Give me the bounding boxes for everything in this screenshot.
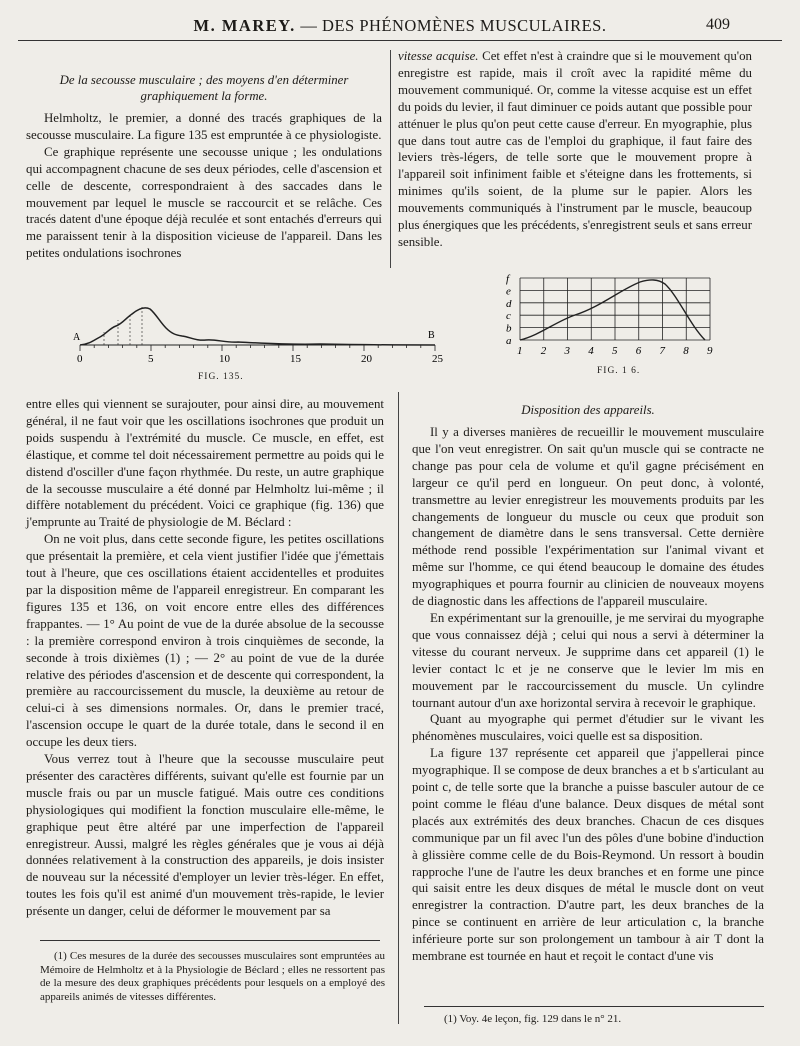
fig136-x-label: 8 [683,345,689,357]
fig135-curve [80,308,435,345]
footnote-right-text: (1) Voy. 4e leçon, fig. 129 dans le n° 21. [444,1013,622,1025]
running-title [0,16,800,36]
paragraph: Quant au myographe qui permet d'étudier sur le vivant les phénomènes musculaires, voici quelle est sa disposition. [412,712,764,744]
section-heading-appareils: Disposition des appareils. [521,403,655,417]
paragraph-text: Cet effet n'est à craindre que si le mouvement qu'on enregistre est rapide, mais il croît avec la rapidité même du mouvement communiqué. Or, comme la vitesse acquise est un effet du poids du levier, il faut diminuer ce poids autant que possible pour atténuer le plus qu'on peut cette cause d'erreur. En myographie, plus que dans tout autre cas de l'emploi du graphique, il faut faire des leviers très-légers, de telle sorte que le mouvement propre à l'appareil soit infiniment faible et s'éteigne dans les frottements, si minimes qu'ils soient, de la plume sur le papier. Alors les mouvements communiqués à l'instrument par le muscle, beaucoup plus énergiques que les précédents, s'enregistrent seuls et sans erreur sensible. [398,49,752,249]
fig136-y-label: b [506,322,512,335]
fig136-x-label: 4 [588,345,594,357]
column-divider-top [390,50,391,268]
fig136-x-label: 5 [612,345,618,357]
column-top-left [26,72,382,262]
fig136-y-label: c [506,310,511,323]
fig136-y-labels [506,273,512,347]
fig136-x-label: 6 [635,345,642,357]
column-bottom-left [26,396,384,920]
paragraph: On ne voit plus, dans cette seconde figure, les petites oscillations que présentait la première, et cela vient justifier l'idée que j'émettais tout à l'heure, que ces oscillations étaient accidentelles et produites par la disposition même de l'appareil enregistreur. En comparant les figures 135 et 136, on voit encore entre elles des différences frappantes. — 1° Au point de vue de la durée absolue de la secousse : la première correspond environ à trois cinquièmes de seconde, la seconde à trois dixièmes (1) ; — 2° au point de vue de la durée relative des périodes d'ascension et de descente qui correspondent, la première au raccourcissement du muscle, la deuxième au retour de celui-ci à ses dimensions normales. Or, dans le premier tracé, l'ascension occupe le quart de la durée totale, dans le second il en occupe les deux tiers. [26,532,384,750]
fig135-tick-label: 5 [148,353,154,365]
fig136-curve [520,280,705,340]
footnote-left-text: (1) Ces mesures de la durée des secousses musculaires sont empruntées au Mémoire de Helmholtz et à la Physiologie de Béclard ; elles ne ressortent pas de la mesure des deux graphiques précédents pour lesquels on a employé des appareils animés de vitesses différentes. [40,950,385,1003]
paragraph: Il y a diverses manières de recueillir le mouvement musculaire que l'on veut enregistrer. On sait qu'un muscle qui se contracte ne change pas pour cela de volume et qu'il gagne précisément en largeur ce qu'il perd en longueur. On peut donc, à volonté, transmettre au levier enregistreur les mouvements produits par les changements de longueur du muscle ou ceux que produit son changement de diamètre dans le sens transversal. Cette dernière méthode rend possible l'expérimentation sur l'animal vivant et même sur l'homme, ce qui étend beaucoup le domaine des études myographiques et pourra fournir au clinicien de nouveaux moyens de diagnostic dans les affections de l'appareil musculaire. [412,425,764,609]
fig136-x-label: 1 [517,345,523,357]
fig136-y-label: a [506,335,512,347]
fig135-caption: FIG. 135. [198,372,244,382]
paragraph: En expérimentant sur la grenouille, je me servirai du myographe que vous connaissez déjà ; celui qui nous a servi à déterminer la vitesse du courant nerveux. Je supprime dans cet appareil (1) le levier contact lc et je ne conserve que le levier lm mis en mouvement par le raccourcissement du muscle. Un cylindre tournant autour d'un axe horizontal servira à recevoir le graphique. [412,610,764,710]
fig136-x-label: 2 [540,345,547,357]
header-dash: — [300,16,318,35]
footnote-right [430,1013,760,1027]
fig136-x-label: 7 [659,345,665,357]
section-heading-secousse: De la secousse musculaire ; des moyens d'en déterminer graphiquement la forme. [59,73,349,103]
header-author: M. MAREY. [193,16,296,35]
fig135-tick-label: 10 [219,353,230,365]
fig136-x-label: 9 [707,345,713,357]
fig136-x-label: 3 [564,345,570,357]
paragraph: La figure 137 représente cet appareil que j'appellerai pince myographique. Il se compose de deux branches a et b s'articulant au point c, de telle sorte que la branche a puisse basculer autour de ce point comme le fléau d'une balance. Deux disques de métal sont placés aux extrémités des deux branches. Chacun de ces disques communique par un fil avec l'un des pôles d'une bobine d'induction à glissière comme celle de du Bois-Reymond. Un ressort à boudin rapproche l'une de l'autre les deux branches et en forme une pince qui saisit entre les deux disques de métal le muscle dont on veut enregistrer la contraction. D'autre part, les deux branches de la pince se continuent en arrière de leur articulation c, la branche inférieure porte sur son prolongement un tambour à air T dont la membrane est tournée en haut et reçoit le contact d'une vis [412,746,764,964]
footnote-rule-right [424,1006,764,1007]
fig135-label-b: B [428,330,435,341]
fig135-tick-label: 15 [290,353,301,365]
column-bottom-right [412,402,764,965]
figure-135 [70,290,450,380]
paragraph: Ce graphique représente une secousse unique ; les ondulations qui accompagnent chacune de ses deux périodes, celle d'ascension et celle de descente, correspondraient à des saccades dans le mouvement par lequel le muscle se raccourcit et se relâche. Ces tracés datent d'une époque déjà reculée et sont entachés d'erreurs qui me paraissent tenir à la disposition vicieuse de l'appareil. Dans les petites ondulations isochrones [26,144,382,261]
figure-136 [500,270,730,362]
fig135-ticks [80,345,435,351]
column-divider-bottom [398,392,399,1024]
footnote-left [40,950,385,1004]
fig135-label-a: A [73,332,81,343]
header-rule [18,40,782,41]
fig136-y-label: e [506,285,511,298]
fig135-guides [104,306,142,345]
fig136-x-labels [517,345,713,357]
fig135-tick-labels [77,353,444,365]
paragraph: Vous verrez tout à l'heure que la secousse musculaire peut présenter des caractères différents, suivant qu'elle est fournie par un muscle frais ou par un muscle fatigué. Mais outre ces conditions physiologiques qui modifient la fonction musculaire elle-même, le graphique peut être altéré par une imperfection de l'appareil enregistreur. Aussi, malgré les règles générales que je vous ai déjà données relativement à la construction des appareils, je dois insister de nouveau sur la nécessité d'employer un levier très-léger. En effet, toutes les fois qu'il est animé d'un mouvement très-rapide, le levier présente un danger, celui de déformer le mouvement par sa [26,752,384,919]
paragraph [398,48,752,251]
fig136-y-label: d [506,297,512,310]
paragraph: Helmholtz, le premier, a donné des tracés graphiques de la secousse musculaire. La figure 135 est empruntée à ce physiologiste. [26,111,382,142]
header-title: DES PHÉNOMÈNES MUSCULAIRES. [322,16,607,35]
fig135-tick-label: 25 [432,353,443,365]
column-top-right [398,48,752,251]
page-number: 409 [706,16,730,33]
paragraph: entre elles qui viennent se surajouter, pour ainsi dire, au mouvement général, il ne faut voir que les oscillations isochrones que produit un poids suspendu à l'extrémité du muscle. Ce muscle, en effet, est élastique, et comme tel doit nécessairement permettre au poids qui le distend d'osciller d'une façon rhythmée. Du reste, un autre graphique de la secousse musculaire a été donné par Helmholtz lui-même ; il diffère notablement du précédent. Voici ce graphique (fig. 136) que j'emprunte au Traité de physiologie de M. Béclard : [26,397,384,530]
fig135-tick-label: 20 [361,353,372,365]
italic-term: vitesse acquise. [398,49,479,63]
footnote-rule-left [40,940,380,941]
running-header [0,12,800,42]
fig135-tick-label: 0 [77,353,83,365]
fig136-y-label: f [506,273,510,285]
fig136-grid [520,278,710,340]
fig136-caption: FIG. 1 6. [597,366,641,376]
